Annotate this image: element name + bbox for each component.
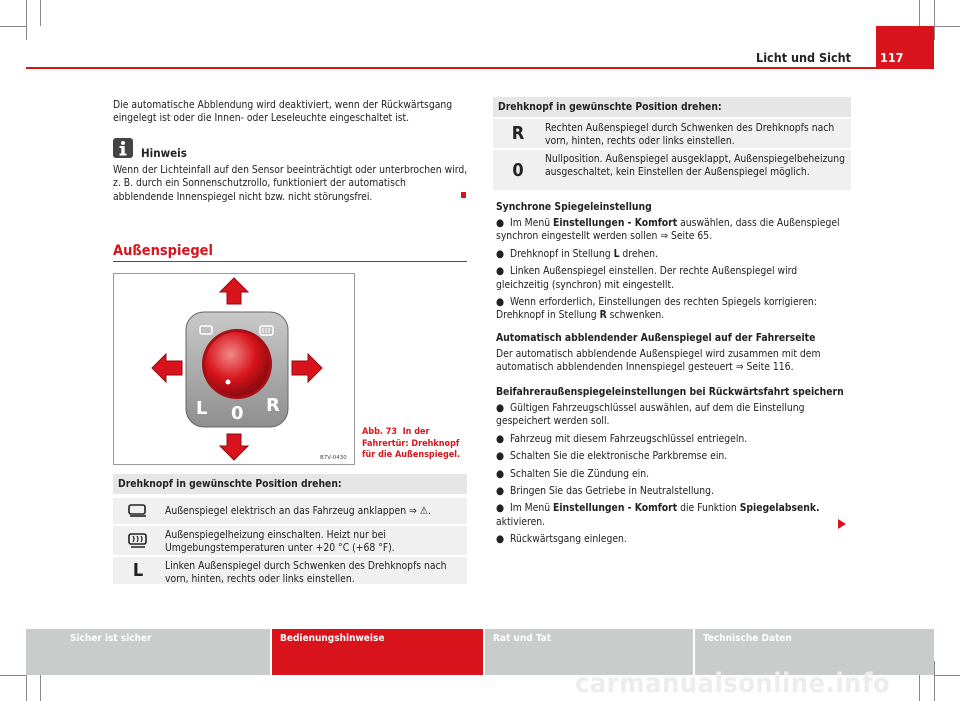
footer-tab-technische[interactable]: Technische Daten: [695, 629, 934, 675]
table-row: [493, 119, 851, 148]
table-row-text: Nullposition. Außenspiegel ausgeklappt, Außenspiegelbeheizung ausgeschaltet, kein Einstellen der Außenspiegel möglich.: [545, 153, 846, 179]
mirror-fold-icon: [113, 498, 163, 524]
footer-tab-rat[interactable]: Rat und Tat: [485, 629, 693, 675]
table-header: Drehknopf in gewünschte Position drehen:: [113, 474, 467, 494]
list-item: ● Bringen Sie das Getriebe in Neutralstellung.: [496, 485, 714, 498]
knob-letter-0: 0: [231, 403, 244, 424]
header-rule: [26, 67, 934, 69]
list-item: ● Rückwärtsgang einlegen.: [496, 533, 627, 546]
page-header-title: Licht und Sicht: [756, 50, 851, 65]
mirror-heating-icon: [113, 526, 163, 555]
note-title: Hinweis: [141, 146, 187, 160]
passenger-mirror-title: Beifahreraußenspiegeleinstellungen bei Rückwärtsfahrt speichern: [496, 386, 844, 398]
knob-letter-l: L: [196, 398, 208, 419]
page-number-box: [876, 26, 934, 68]
continue-arrow-icon: [838, 519, 846, 529]
crop-mark: [934, 0, 935, 40]
table-row-text: Außenspiegel elektrisch an das Fahrzeug anklappen ⇒ ⚠.: [165, 505, 431, 517]
mirror-knob-figure: [113, 273, 355, 465]
list-item: ● Gültigen Fahrzeugschlüssel auswählen, auf dem die Einstellung gespeichert werden soll.: [496, 402, 805, 428]
list-item: ● Linken Außenspiegel einstellen. Der rechte Außenspiegel wird gleichzeitig (synchron) mit eingestellt.: [496, 265, 798, 291]
list-item: ● Schalten Sie die elektronische Parkbremse ein.: [496, 450, 728, 463]
table-row-text: Linken Außenspiegel durch Schwenken des Drehknopfs nach vorn, hinten, rechts oder links einstellen.: [165, 560, 447, 586]
note-icon: [113, 138, 133, 158]
crop-mark: [919, 0, 920, 26]
knob-letter-r: R: [266, 395, 280, 416]
list-item: ● Im Menü Einstellungen - Komfort die Funktion Spiegelabsenk. aktivieren.: [496, 502, 820, 528]
position-symbol: R: [511, 123, 525, 144]
table-row: [113, 526, 467, 555]
intro-paragraph: Die automatische Abblendung wird deaktiviert, wenn der Rückwärtsgang eingelegt ist oder die Innen- oder Leseleuchte eingeschaltet ist.: [113, 99, 453, 125]
arrow-left-icon: [152, 354, 182, 382]
list-item: ● Drehknopf in Stellung L drehen.: [496, 247, 658, 260]
crop-mark: [0, 675, 26, 676]
list-item: ● Fahrzeug mit diesem Fahrzeugschlüssel entriegeln.: [496, 432, 748, 445]
crop-mark: [934, 26, 960, 27]
crop-mark: [934, 675, 960, 676]
footer-tab-sicher[interactable]: Sicher ist sicher: [26, 629, 270, 675]
figure-caption: [362, 427, 470, 462]
table-row: [493, 150, 851, 190]
figure-caption-label: Abb. 73: [362, 427, 398, 437]
list-item: ● Wenn erforderlich, Einstellungen des rechten Spiegels korrigieren: Drehknopf in Stellung R schwenken.: [496, 296, 817, 322]
crop-mark: [934, 661, 935, 701]
sync-list: [496, 217, 852, 327]
table-row: [113, 498, 467, 524]
position-symbol: 0: [512, 159, 524, 181]
section-rule: [113, 261, 467, 262]
table-header: Drehknopf in gewünschte Position drehen:: [493, 97, 851, 117]
figure-caption-text: In der Fahrertür: Drehknopf für die Außenspiegel.: [362, 427, 461, 460]
page-number: 117: [880, 50, 904, 65]
table-row-text: Außenspiegelheizung einschalten. Heizt nur bei Umgebungstemperaturen unter +20 °C (+68 °F).: [165, 529, 395, 555]
crop-mark: [26, 0, 27, 40]
crop-mark: [919, 675, 920, 701]
table-row: [113, 557, 467, 584]
crop-mark: [40, 0, 41, 26]
passenger-list: [496, 402, 852, 551]
end-marker: [461, 192, 466, 198]
list-item: ● Im Menü Einstellungen - Komfort auswählen, dass die Außenspiegel synchron eingestellt werden sollen ⇒ Seite 65.: [496, 217, 840, 243]
list-item: ● Schalten Sie die Zündung ein.: [496, 467, 650, 480]
sync-title: Synchrone Spiegeleinstellung: [496, 201, 652, 213]
auto-dimming-title: Automatisch abblendender Außenspiegel auf der Fahrerseite: [496, 332, 816, 344]
section-title: Außenspiegel: [113, 243, 213, 259]
watermark: carmanualsonline.info: [575, 668, 891, 699]
crop-mark: [0, 26, 26, 27]
auto-dimming-text: Der automatisch abblendende Außenspiegel wird zusammen mit dem automatisch abblendenden Innenspiegel gesteuert ⇒ Seite 116.: [496, 348, 821, 374]
image-code: B7V-0430: [320, 455, 347, 461]
arrow-up-icon: [220, 278, 248, 304]
footer-tab-bedienung[interactable]: Bedienungshinweise: [272, 629, 483, 675]
arrow-right-icon: [292, 354, 322, 382]
position-symbol: L: [132, 560, 144, 581]
right-position-table: [493, 97, 851, 117]
table-row-text: Rechten Außenspiegel durch Schwenken des Drehknopfs nach vorn, hinten, rechts oder links einstellen.: [545, 122, 835, 148]
crop-mark: [40, 675, 41, 701]
note-text: Wenn der Lichteinfall auf den Sensor beeinträchtigt oder unterbrochen wird, z. B. durch ein Sonnenschutzrollo, funktioniert der automatisch abblendende Innenspiegel nicht bzw. nicht störungsfrei.: [113, 164, 468, 203]
left-position-table: [113, 474, 467, 494]
arrow-down-icon: [220, 434, 248, 460]
